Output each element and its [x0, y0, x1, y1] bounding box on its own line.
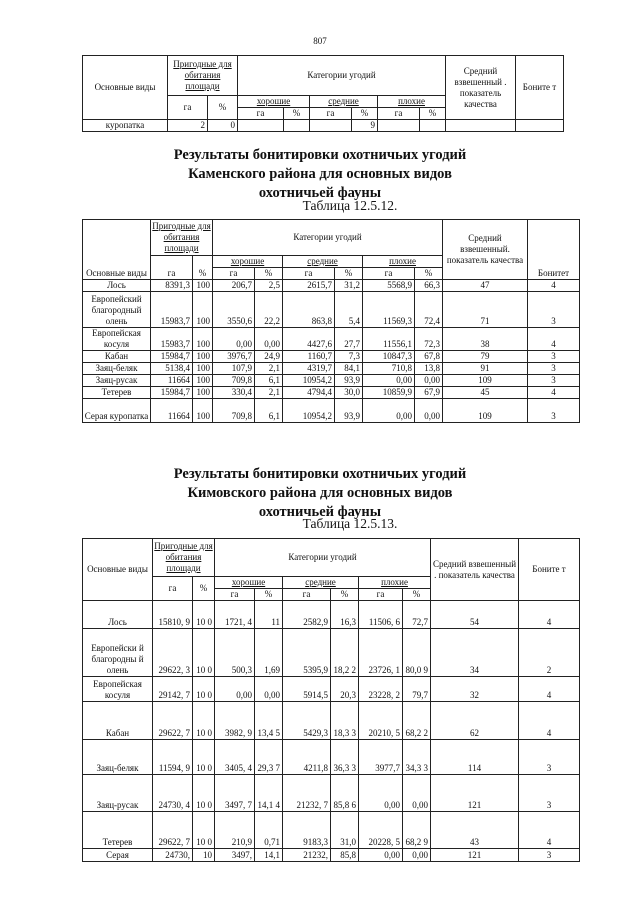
value-cell: 93,9 [335, 375, 363, 387]
value-cell: 29142, 7 [153, 677, 193, 702]
header-suitable: Пригодные для обитания площади [151, 220, 213, 256]
value-cell: 67,8 [415, 351, 443, 363]
value-cell: 2 [519, 629, 580, 677]
value-cell: 24730, 4 [153, 775, 193, 812]
value-cell: 67,9 [415, 387, 443, 399]
table-row [83, 399, 580, 423]
value-cell: 121 [431, 775, 519, 812]
table-caption-12-5-13: Таблица 12.5.13. [302, 516, 398, 531]
header-categories: Категории угодий [238, 56, 446, 96]
value-cell: 100 [193, 292, 213, 328]
species-name-cell: Лось [83, 601, 153, 629]
value-cell: 4 [519, 812, 580, 849]
value-cell: 1160,7 [283, 351, 335, 363]
value-cell: 20228, 5 [359, 812, 403, 849]
species-name-cell: Кабан [83, 351, 151, 363]
value-cell: 0,00 [403, 775, 431, 812]
value-cell: 68,2 2 [403, 702, 431, 740]
value-cell: 5395,9 [283, 629, 331, 677]
value-cell: 72,7 [403, 601, 431, 629]
header-ha: га [283, 589, 331, 601]
species-name-cell: Заяц-беляк [83, 740, 153, 775]
table-row [83, 702, 580, 740]
value-cell: 4319,7 [283, 363, 335, 375]
value-cell: 11664 [151, 399, 193, 423]
value-cell: 15984,7 [151, 387, 193, 399]
species-name-cell: Заяц-беляк [83, 363, 151, 375]
value-cell: 3 [519, 740, 580, 775]
header-ha: га [238, 108, 284, 120]
table-row [83, 292, 580, 328]
value-cell: 9 [352, 120, 378, 132]
section-title-kimovsky: Результаты бонитировки охотничьих угодий Кимовского района для основных видов охотничьей фауны [173, 466, 467, 520]
value-cell: 4 [519, 702, 580, 740]
continuation-table [82, 55, 564, 132]
value-cell: 709,8 [213, 399, 255, 423]
value-cell: 13,8 [415, 363, 443, 375]
table-row [83, 601, 580, 629]
species-name-cell: Европейская косуля [83, 677, 153, 702]
value-cell: 109 [443, 399, 528, 423]
species-name-cell: куропатка [83, 120, 168, 132]
value-cell: 10847,3 [363, 351, 415, 363]
species-name-cell: Европейская косуля [83, 328, 151, 351]
page-number: 807 [313, 36, 327, 46]
species-name-cell: Европейски й благородны й олень [83, 629, 153, 677]
value-cell: 24730, [153, 849, 193, 862]
header-categories: Категории угодий [213, 220, 443, 256]
value-cell: 0,00 [415, 375, 443, 387]
value-cell: 3 [528, 399, 580, 423]
header-bad: плохие [363, 256, 443, 268]
value-cell: 15983,7 [151, 292, 193, 328]
value-cell: 3497, [215, 849, 255, 862]
value-cell: 2 [168, 120, 208, 132]
value-cell: 330,4 [213, 387, 255, 399]
table-row [83, 812, 580, 849]
value-cell: 20,3 [331, 677, 359, 702]
value-cell: 100 [193, 387, 213, 399]
header-species: Основные виды [83, 220, 151, 280]
value-cell: 0,71 [255, 812, 283, 849]
value-cell: 3 [528, 292, 580, 328]
header-weighted: Средний взвешенный . показатель качества [431, 539, 519, 601]
header-pct: % [193, 256, 213, 280]
table-row [83, 375, 580, 387]
value-cell: 6,1 [255, 375, 283, 387]
value-cell: 100 [193, 351, 213, 363]
value-cell: 3 [519, 849, 580, 862]
header-medium: средние [310, 96, 378, 108]
value-cell: 21232, [283, 849, 331, 862]
value-cell: 4211,8 [283, 740, 331, 775]
value-cell: 84,1 [335, 363, 363, 375]
value-cell: 10 0 [193, 677, 215, 702]
value-cell: 45 [443, 387, 528, 399]
value-cell: 10 0 [193, 812, 215, 849]
value-cell: 6,1 [255, 399, 283, 423]
value-cell: 62 [431, 702, 519, 740]
value-cell: 5,4 [335, 292, 363, 328]
value-cell: 709,8 [213, 375, 255, 387]
value-cell: 0,00 [415, 399, 443, 423]
value-cell: 79 [443, 351, 528, 363]
value-cell: 100 [193, 375, 213, 387]
header-categories: Категории угодий [215, 539, 431, 577]
value-cell: 10 0 [193, 740, 215, 775]
value-cell: 15810, 9 [153, 601, 193, 629]
value-cell: 0,00 [359, 775, 403, 812]
species-name-cell: Серая куропатка [83, 399, 151, 423]
value-cell: 29622, 7 [153, 812, 193, 849]
header-ha: га [363, 268, 415, 280]
value-cell: 0 [208, 120, 238, 132]
value-cell: 107,9 [213, 363, 255, 375]
header-good: хорошие [213, 256, 283, 268]
value-cell: 3 [519, 775, 580, 812]
value-cell: 10 0 [193, 629, 215, 677]
value-cell: 29622, 3 [153, 629, 193, 677]
table-row [83, 351, 580, 363]
value-cell: 0,00 [359, 849, 403, 862]
species-name-cell: Тетерев [83, 387, 151, 399]
header-ha: га [283, 268, 335, 280]
value-cell: 10859,9 [363, 387, 415, 399]
table-row [83, 677, 580, 702]
value-cell: 30,0 [335, 387, 363, 399]
header-pct: % [284, 108, 310, 120]
value-cell: 91 [443, 363, 528, 375]
value-cell: 3 [528, 375, 580, 387]
header-bad: плохие [378, 96, 446, 108]
value-cell: 0,00 [215, 677, 255, 702]
value-cell: 27,7 [335, 328, 363, 351]
value-cell: 23726, 1 [359, 629, 403, 677]
value-cell: 210,9 [215, 812, 255, 849]
header-ha: га [359, 589, 403, 601]
value-cell: 4794,4 [283, 387, 335, 399]
value-cell: 24,9 [255, 351, 283, 363]
table-caption-12-5-12: Таблица 12.5.12. [302, 198, 398, 213]
value-cell: 5429,3 [283, 702, 331, 740]
header-weighted: Средний взвешенный . показатель качества [446, 56, 516, 120]
table-row [83, 280, 580, 292]
table-row [83, 775, 580, 812]
value-cell: 0,00 [363, 375, 415, 387]
value-cell: 4 [528, 280, 580, 292]
value-cell: 0,00 [255, 328, 283, 351]
header-ha: га [215, 589, 255, 601]
table-row [83, 740, 580, 775]
value-cell: 11506, 6 [359, 601, 403, 629]
value-cell: 66,3 [415, 280, 443, 292]
header-pct: % [335, 268, 363, 280]
value-cell: 54 [431, 601, 519, 629]
value-cell: 18,2 2 [331, 629, 359, 677]
value-cell: 18,3 3 [331, 702, 359, 740]
value-cell: 10954,2 [283, 375, 335, 387]
value-cell: 5568,9 [363, 280, 415, 292]
value-cell: 109 [443, 375, 528, 387]
value-cell: 34,3 3 [403, 740, 431, 775]
value-cell: 10954,2 [283, 399, 335, 423]
header-pct: % [255, 589, 283, 601]
value-cell: 0,00 [403, 849, 431, 862]
table-row [83, 120, 564, 132]
header-pct: % [415, 268, 443, 280]
value-cell [284, 120, 310, 132]
value-cell: 71 [443, 292, 528, 328]
value-cell: 4427,6 [283, 328, 335, 351]
value-cell: 114 [431, 740, 519, 775]
value-cell: 20210, 5 [359, 702, 403, 740]
value-cell: 3 [528, 363, 580, 375]
header-ha: га [310, 108, 352, 120]
value-cell: 22,2 [255, 292, 283, 328]
value-cell: 1,69 [255, 629, 283, 677]
value-cell: 21232, 7 [283, 775, 331, 812]
table-row [83, 849, 580, 862]
value-cell: 15983,7 [151, 328, 193, 351]
value-cell: 47 [443, 280, 528, 292]
value-cell: 11664 [151, 375, 193, 387]
header-pct: % [331, 589, 359, 601]
value-cell: 863,8 [283, 292, 335, 328]
header-bonitet: Боните т [519, 539, 580, 601]
header-species: Основные виды [83, 56, 168, 120]
value-cell: 10 0 [193, 601, 215, 629]
value-cell: 0,00 [213, 328, 255, 351]
header-medium: средние [283, 577, 359, 589]
header-suitable: Пригодные для обитания площади [168, 56, 238, 96]
value-cell: 2,1 [255, 363, 283, 375]
value-cell: 43 [431, 812, 519, 849]
value-cell: 100 [193, 399, 213, 423]
header-species: Основные виды [83, 539, 153, 601]
value-cell: 100 [193, 363, 213, 375]
value-cell: 11569,3 [363, 292, 415, 328]
value-cell: 500,3 [215, 629, 255, 677]
value-cell: 100 [193, 280, 213, 292]
species-name-cell: Европейский благородный олень [83, 292, 151, 328]
value-cell: 5138,4 [151, 363, 193, 375]
header-medium: средние [283, 256, 363, 268]
value-cell: 11556,1 [363, 328, 415, 351]
value-cell: 2615,7 [283, 280, 335, 292]
value-cell: 29622, 7 [153, 702, 193, 740]
value-cell: 3982, 9 [215, 702, 255, 740]
value-cell: 3550,6 [213, 292, 255, 328]
value-cell: 93,9 [335, 399, 363, 423]
header-ha: га [213, 268, 255, 280]
value-cell: 5914,5 [283, 677, 331, 702]
value-cell [516, 120, 564, 132]
value-cell: 32 [431, 677, 519, 702]
value-cell: 2,1 [255, 387, 283, 399]
value-cell: 31,0 [331, 812, 359, 849]
value-cell: 4 [528, 387, 580, 399]
species-name-cell: Заяц-русак [83, 375, 151, 387]
value-cell: 14,1 [255, 849, 283, 862]
species-name-cell: Тетерев [83, 812, 153, 849]
species-name-cell: Заяц-русак [83, 775, 153, 812]
value-cell: 3976,7 [213, 351, 255, 363]
header-pct: % [403, 589, 431, 601]
table-row [83, 328, 580, 351]
value-cell: 11594, 9 [153, 740, 193, 775]
value-cell: 3405, 4 [215, 740, 255, 775]
header-ha: га [378, 108, 420, 120]
species-name-cell: Серая [83, 849, 153, 862]
value-cell: 16,3 [331, 601, 359, 629]
table-row [83, 629, 580, 677]
value-cell: 2,5 [255, 280, 283, 292]
value-cell: 34 [431, 629, 519, 677]
value-cell: 80,0 9 [403, 629, 431, 677]
table-row [83, 387, 580, 399]
value-cell: 68,2 9 [403, 812, 431, 849]
value-cell: 1721, 4 [215, 601, 255, 629]
value-cell: 72,3 [415, 328, 443, 351]
kimovsky-table [82, 538, 580, 862]
value-cell [446, 120, 516, 132]
value-cell [420, 120, 446, 132]
value-cell: 15984,7 [151, 351, 193, 363]
value-cell: 0,00 [255, 677, 283, 702]
value-cell: 710,8 [363, 363, 415, 375]
header-pct: % [193, 577, 215, 601]
value-cell: 3497, 7 [215, 775, 255, 812]
header-ha: га [151, 256, 193, 280]
value-cell [310, 120, 352, 132]
header-ha: га [153, 577, 193, 601]
value-cell: 8391,3 [151, 280, 193, 292]
species-name-cell: Кабан [83, 702, 153, 740]
header-bad: плохие [359, 577, 431, 589]
header-pct: % [420, 108, 446, 120]
table-row [83, 363, 580, 375]
value-cell: 121 [431, 849, 519, 862]
value-cell [238, 120, 284, 132]
value-cell: 23228, 2 [359, 677, 403, 702]
header-ha: га [168, 96, 208, 120]
header-suitable: Пригодные для обитания площади [153, 539, 215, 577]
value-cell: 11 [255, 601, 283, 629]
value-cell: 0,00 [363, 399, 415, 423]
header-pct: % [208, 96, 238, 120]
value-cell: 10 0 [193, 702, 215, 740]
value-cell: 14,1 4 [255, 775, 283, 812]
header-pct: % [352, 108, 378, 120]
header-bonitet: Боните т [516, 56, 564, 120]
value-cell: 9183,3 [283, 812, 331, 849]
kamensky-table [82, 219, 580, 423]
value-cell: 10 [193, 849, 215, 862]
section-title-kamensky: Результаты бонитировки охотничьих угодий Каменского района для основных видов охотничьей фауны [173, 147, 467, 201]
value-cell [378, 120, 420, 132]
value-cell: 38 [443, 328, 528, 351]
value-cell: 36,3 3 [331, 740, 359, 775]
header-bonitet: Бонитет [528, 220, 580, 280]
value-cell: 206,7 [213, 280, 255, 292]
value-cell: 85,8 6 [331, 775, 359, 812]
value-cell: 4 [528, 328, 580, 351]
value-cell: 31,2 [335, 280, 363, 292]
header-pct: % [255, 268, 283, 280]
value-cell: 100 [193, 328, 213, 351]
header-good: хорошие [238, 96, 310, 108]
value-cell: 85,8 [331, 849, 359, 862]
header-good: хорошие [215, 577, 283, 589]
header-weighted: Средний взвешенный. показатель качества [443, 220, 528, 280]
value-cell: 4 [519, 677, 580, 702]
value-cell: 72,4 [415, 292, 443, 328]
value-cell: 7,3 [335, 351, 363, 363]
value-cell: 13,4 5 [255, 702, 283, 740]
value-cell: 29,3 7 [255, 740, 283, 775]
value-cell: 2582,9 [283, 601, 331, 629]
value-cell: 79,7 [403, 677, 431, 702]
species-name-cell: Лось [83, 280, 151, 292]
value-cell: 3977,7 [359, 740, 403, 775]
value-cell: 10 0 [193, 775, 215, 812]
value-cell: 3 [528, 351, 580, 363]
value-cell: 4 [519, 601, 580, 629]
